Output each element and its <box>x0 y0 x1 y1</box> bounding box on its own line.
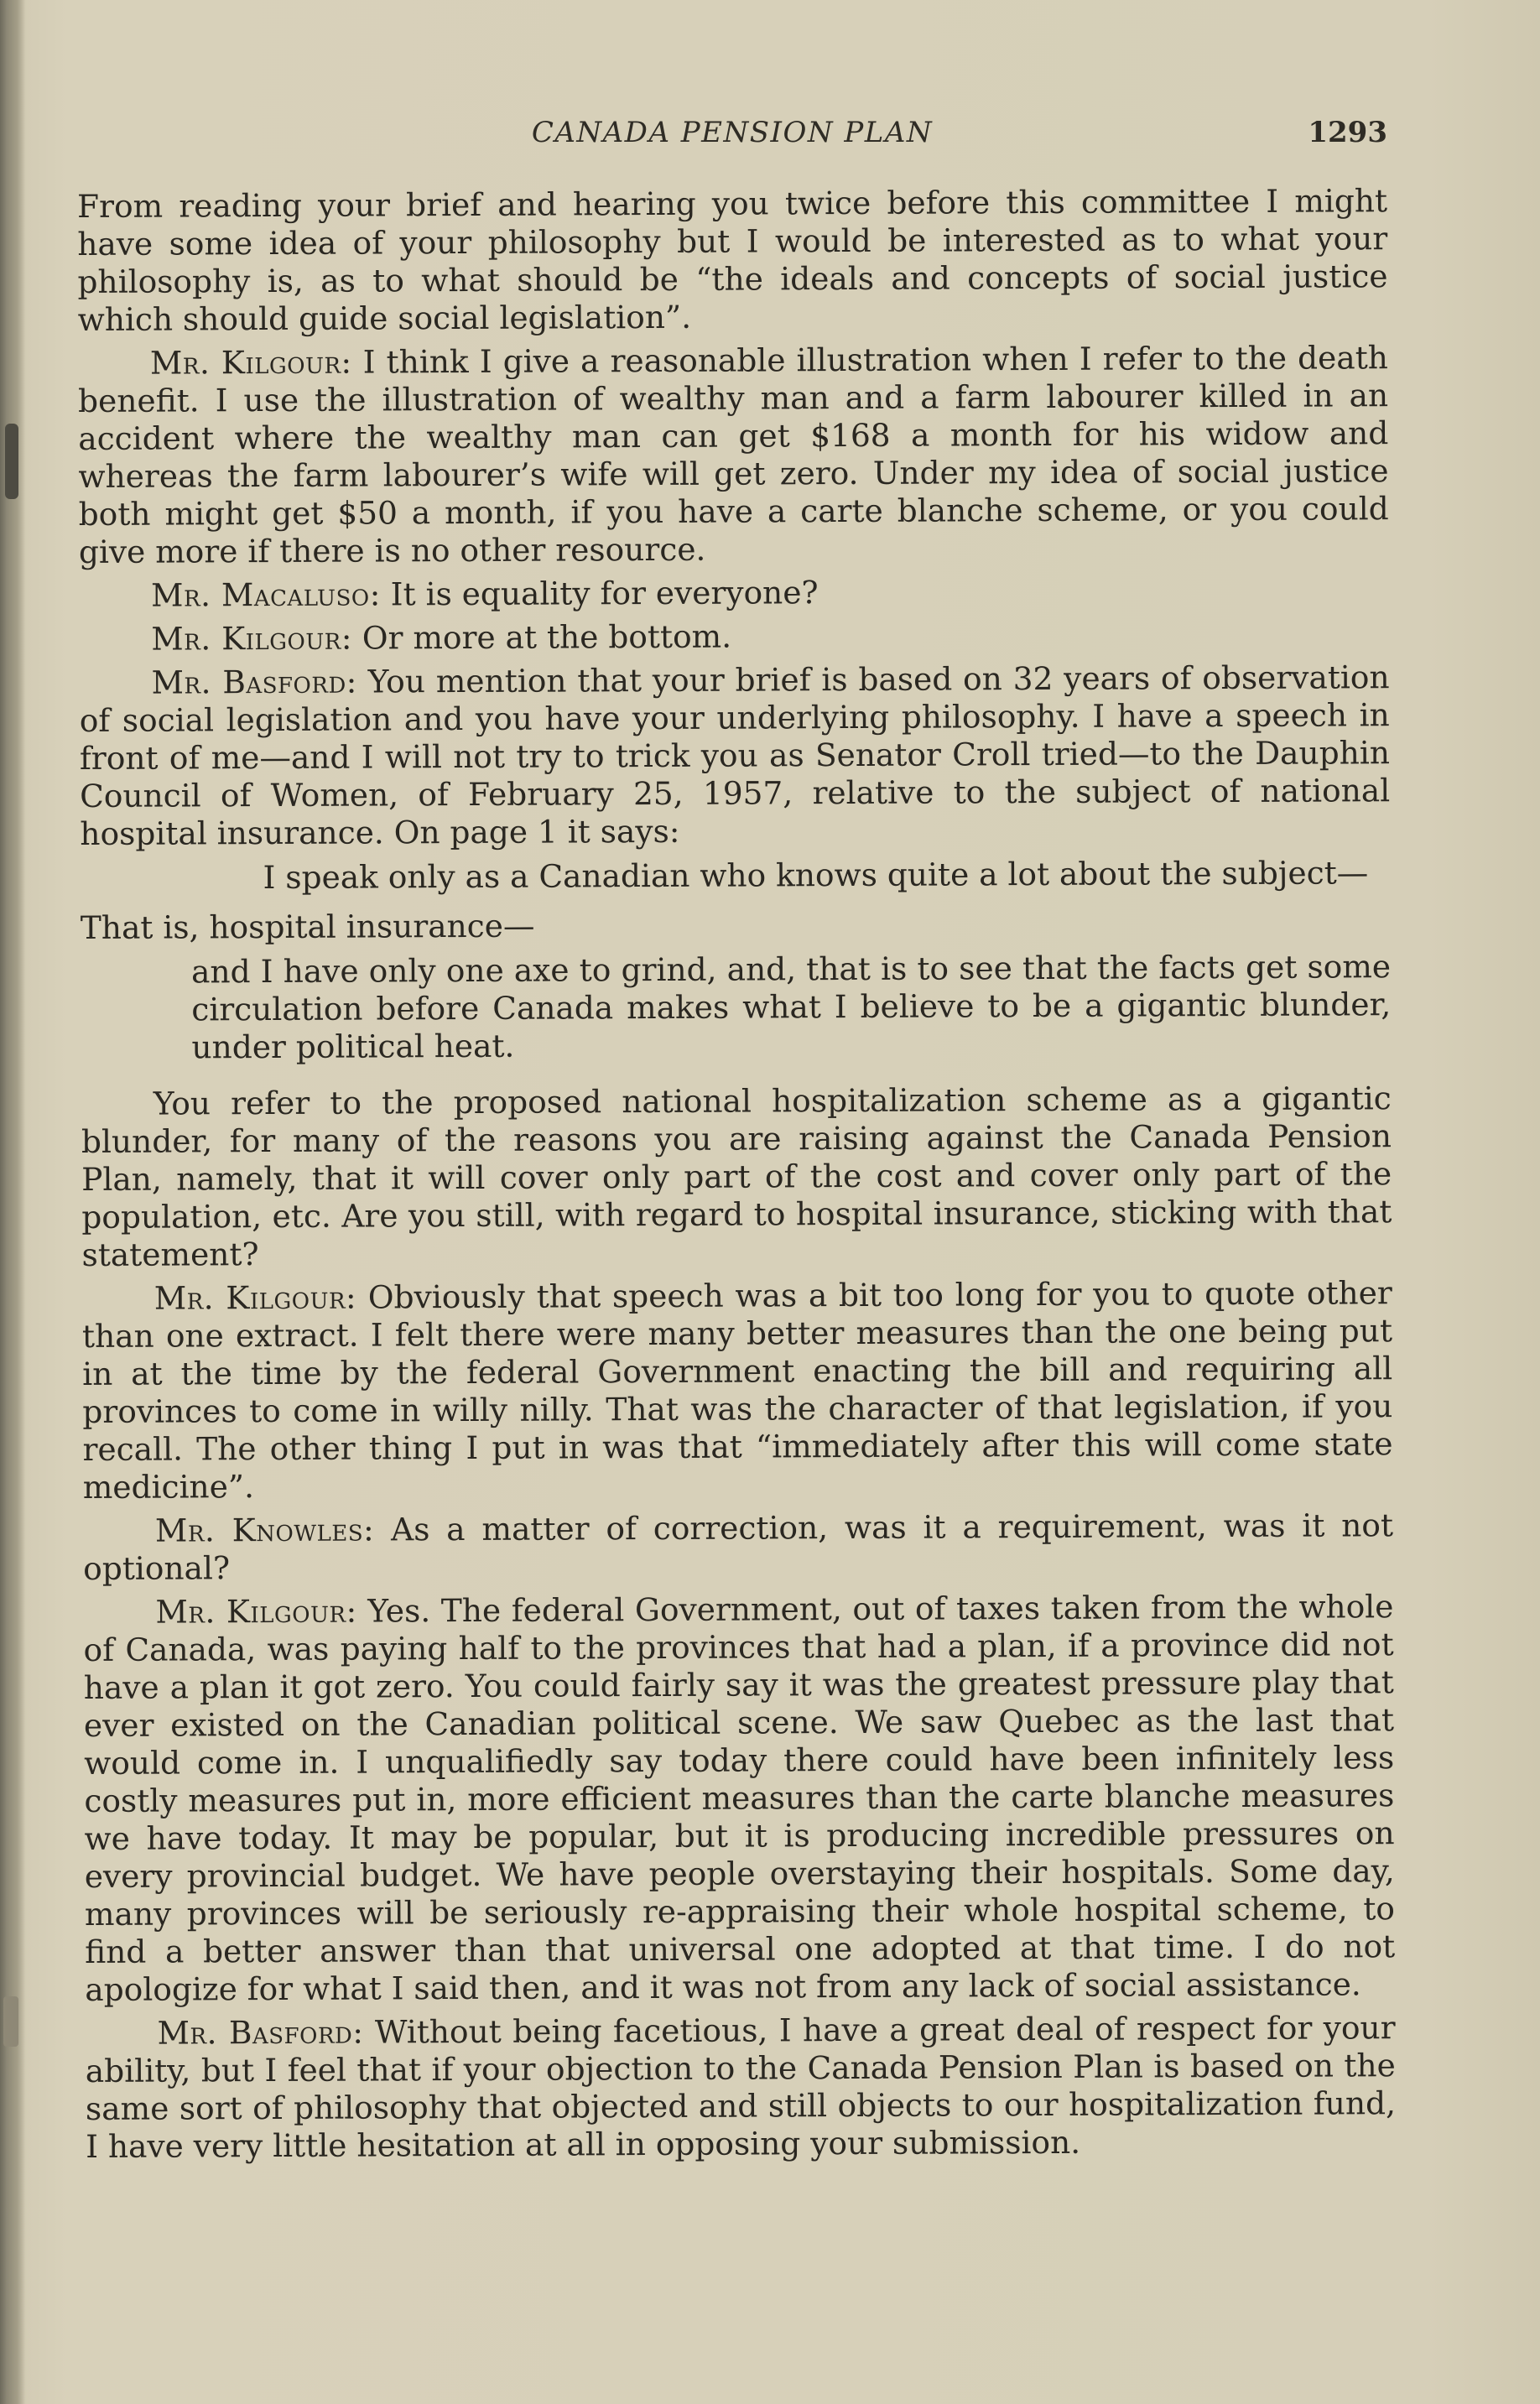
page-body <box>77 182 1396 2172</box>
testimony-paragraph <box>79 658 1390 853</box>
paragraph-follow-up-question: You refer to the proposed national hospitalization scheme as a gigantic blunder, for many of the reasons you are raising against the Canada Pension Plan, namely, that it will cover only part of the cost and cover only part of the population, etc. Are you still, with regard to hospital insurance, sticking with that statement? <box>81 1080 1392 1273</box>
testimony-paragraph <box>79 615 1389 658</box>
speaker-name: Mr. Macaluso: <box>151 575 381 614</box>
testimony-text: It is equality for everyone? <box>390 574 819 613</box>
testimony-text: Without being facetious, I have a great deal of respect for your ability, but I feel that if your objection to the Canada Pension Plan is based on the same sort of philosophy that objected and still objects to our hospitalization fund, I have very little hesitation at all in opposing your submission. <box>85 2009 1397 2165</box>
page-header <box>77 116 1387 158</box>
speaker-name: Mr. Basford: <box>151 663 357 701</box>
running-title: CANADA PENSION PLAN <box>531 116 934 149</box>
testimony-text: I think I give a reasonable illustration when I refer to the death benefit. I use the illustration of wealthy man and a farm labourer killed in an accident where the wealthy man can get $168 a month for his widow and whereas the farm labourer’s wife will get zero. Under my idea of social justice both might get $50 a month, if you have a carte blanche scheme, or you could give more if there is no other resource. <box>78 339 1389 570</box>
testimony-text: Or more at the bottom. <box>362 617 732 657</box>
testimony-paragraph <box>83 1588 1395 2009</box>
testimony-text: You mention that your brief is based on 32 years of observation of social legislation and you have your underlying philosophy. I have a speech in front of me—and I will not try to trick you as Senator Croll tried—to the Dauphin Council of Women, of February 25, 1957, relative to the subject of national hospital insurance. On page 1 it says: <box>79 658 1391 852</box>
interjection-paragraph: That is, hospital insurance— <box>80 907 535 946</box>
testimony-paragraph <box>78 339 1389 571</box>
speaker-name: Mr. Kilgour: <box>155 1592 357 1631</box>
testimony-paragraph <box>79 571 1389 615</box>
speaker-name: Mr. Kilgour: <box>149 343 352 382</box>
binding-tab <box>3 1996 18 2047</box>
testimony-paragraph <box>86 2009 1397 2166</box>
testimony-text: As a matter of correction, was it a requirement, was it not optional? <box>83 1506 1394 1587</box>
testimony-text: Obviously that speech was a bit too long for you to quote other than one extract. I felt there were many better measures than the one being put in at the time by the federal Government enacting the bill and requiring all provinces to come in willy nilly. That was the character of that legislation, if you recall. The other thing I put in was that “immediately after this will come state medicine”. <box>81 1274 1393 1506</box>
testimony-text: Yes. The federal Government, out of taxes taken from the whole of Canada, was paying half to the provinces that had a plan, if a province did not have a plan it got zero. You could fairly say it was the greatest pressure play that ever existed on the Canadian political scene. We saw Quebec as the last that would come in. I unqualifiedly say today there could have been infinitely less costly measures put in, more efficient measures than the carte blanche measures we have today. It may be popular, but it is producing incredible pressures on every provincial budget. We have people overstaying their hospitals. Some day, many provinces will be seriously re-appraising their whole hospital scheme, to find a better answer than that universal one adopted at that time. I do not apologize for what I said then, and it was not from any lack of social assistance. <box>83 1588 1396 2008</box>
paragraph-question-philosophy: From reading your brief and hearing you twice before this committee I might have some idea of your philosophy but I would be interested as to what your philosophy is, as to what should be “the ideals and concepts of social justice which should guide social legislation”. <box>77 182 1388 338</box>
page-number: 1293 <box>1308 116 1387 149</box>
block-quote-continued: and I have only one axe to grind, and, that is to see that the facts get some circulation before Canada makes what I believe to be a gigantic blunder, under political heat. <box>190 948 1392 1066</box>
speaker-name: Mr. Kilgour: <box>151 619 353 658</box>
speaker-name: Mr. Kilgour: <box>153 1278 357 1317</box>
binding-mark <box>5 424 18 499</box>
testimony-paragraph <box>83 1506 1393 1588</box>
testimony-paragraph <box>82 1274 1393 1506</box>
speaker-name: Mr. Knowles: <box>154 1511 375 1549</box>
speaker-name: Mr. Basford: <box>157 2013 364 2052</box>
block-quote: I speak only as a Canadian who knows quite a lot about the subject— <box>263 854 1369 897</box>
